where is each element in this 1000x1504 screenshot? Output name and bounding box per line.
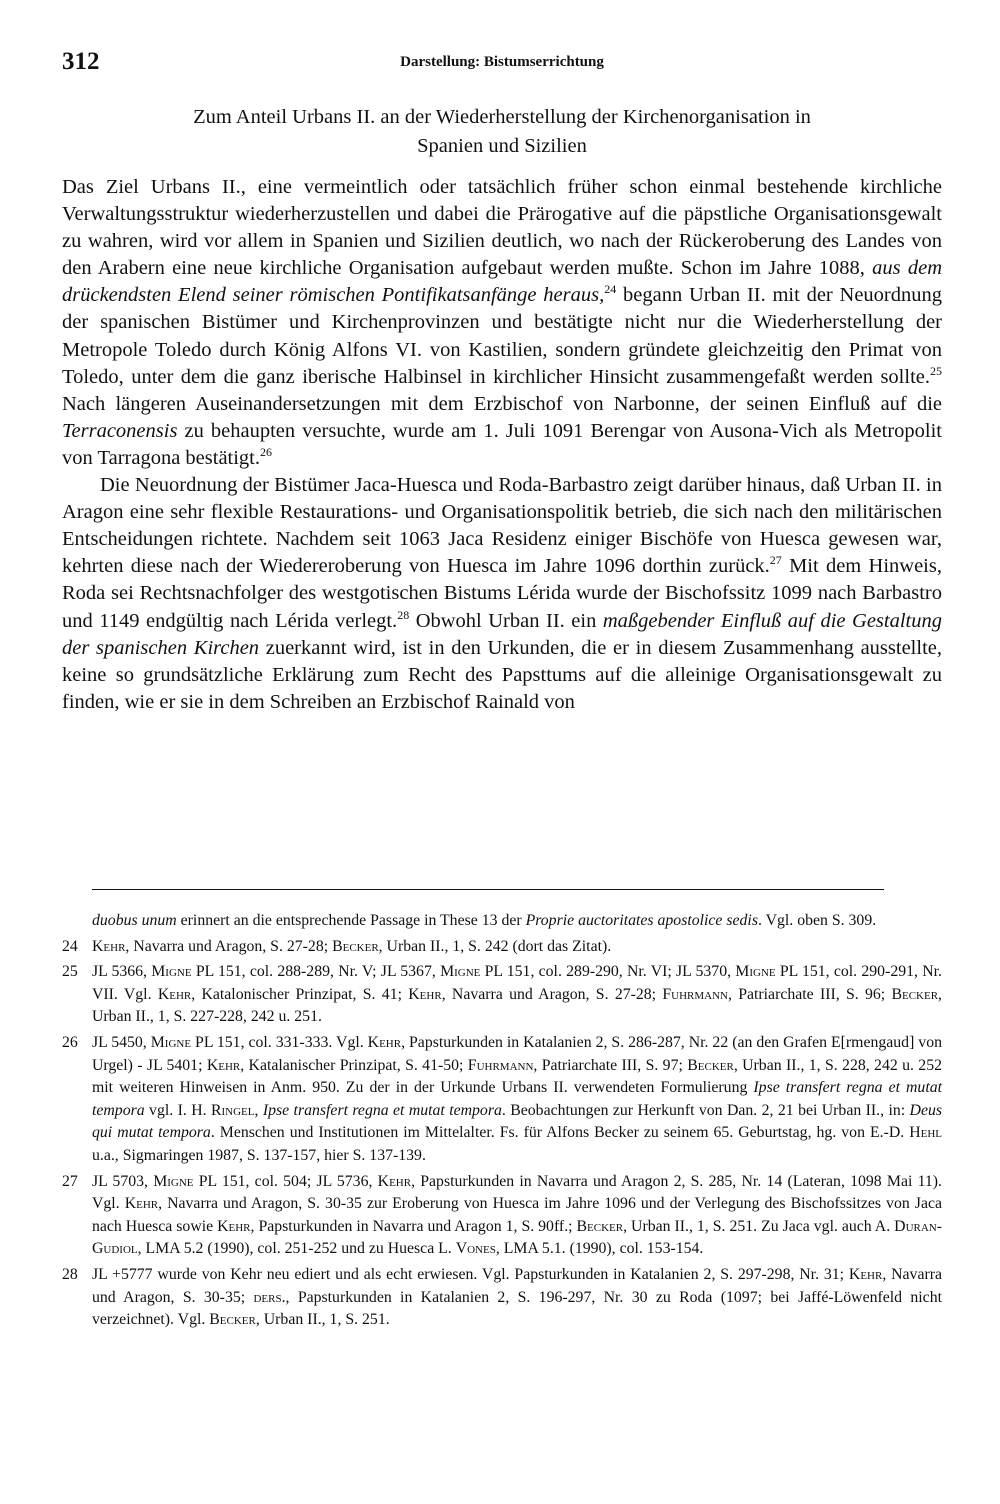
text-run: , Katalanischer Prinzipat, S. 41-50;	[240, 1056, 468, 1074]
footnote-ref-25: 25	[930, 363, 942, 378]
text-run: PL 151, col. 504; JL 5736,	[193, 1172, 378, 1190]
text-run: , Navarra und Aragon, S. 30-35 zur Eroberung von Huesca im Jahre 1096 und der Verlegung des Bischofssitzes von Jaca nach Huesca sowie	[92, 1195, 942, 1235]
text-run: , Papsturkunden in Katalanien 2, S. 196-297, Nr. 30 zu Roda (1097; bei Jaffé-Löwenfeld nicht verzeichnet). Vgl.	[92, 1288, 942, 1329]
page-header	[62, 48, 942, 78]
author-name: Becker	[891, 985, 939, 1003]
text-run: , Navarra und Aragon, S. 27-28;	[125, 937, 333, 955]
text-run: , Navarra und Aragon, S. 27-28;	[441, 985, 663, 1003]
text-run: zuerkannt wird, ist in den Urkunden, die er in diesem Zusammenhang ausstellte, keine so grundsätzliche Erklärung zum Recht des Papsttums auf die alleinige Organisationsgewalt zu finden, wie er sie in dem Schreiben an Erzbischof Rainald von	[62, 636, 942, 713]
text-italic: Proprie auctoritates apostolice sedis	[525, 912, 758, 929]
footnote-number: 24	[62, 937, 78, 955]
text-run: , Urban II., 1, S. 251.	[255, 1311, 390, 1329]
footnote-25	[62, 961, 942, 1029]
author-name: Kehr	[157, 985, 192, 1003]
text-run: . Beobachtungen zur Herkunft von Dan. 2, 21 bei Urban II., in:	[501, 1101, 910, 1119]
footnote-ref-24: 24	[604, 282, 617, 297]
author-name: Migne	[735, 963, 776, 981]
section-title-line-2: Spanien und Sizilien	[417, 135, 587, 157]
footnote-ref-27: 27	[769, 553, 782, 568]
text-run: , LMA 5.1. (1990), col. 153-154.	[495, 1240, 704, 1258]
footnote-number: 27	[62, 1172, 78, 1190]
text-run: , Patriarchate III, S. 97;	[533, 1056, 688, 1074]
page-number: 312	[62, 48, 100, 75]
latin-term: Terraconensis	[62, 419, 178, 442]
author-name: Migne	[440, 963, 481, 981]
author-name: Hehl	[909, 1124, 942, 1142]
footnote-number: 28	[62, 1265, 78, 1283]
text-run: , Urban II., 1, S. 242 (dort das Zitat).	[378, 937, 612, 955]
author-name: Fuhrmann	[662, 985, 728, 1003]
author-name: Kehr	[206, 1056, 241, 1074]
paragraph-1	[62, 174, 942, 472]
text-run: , Navarra und Aragon, S. 30-35;	[92, 1265, 942, 1306]
text-run: ,	[254, 1101, 263, 1119]
footnote-divider	[92, 889, 884, 890]
text-run: Mit dem Hinweis, Roda sei Rechtsnachfolger des westgotischen Bistums Lérida wurde der Bischofssitz 1099 nach Barbastro und 1149 endgültig nach Lérida verlegt.	[62, 555, 942, 632]
author-name: Kehr	[367, 1033, 402, 1051]
text-run: u.a., Sigmaringen 1987, S. 137-157, hier S. 137-139.	[92, 1146, 426, 1164]
footnote-number: 26	[62, 1033, 78, 1051]
author-name: Becker	[576, 1217, 624, 1235]
text-run: . Vgl. oben S. 309.	[757, 912, 877, 929]
running-head: Darstellung: Bistumserrichtung	[400, 54, 604, 70]
text-run: , Papsturkunden in Katalanien 2, S. 286-287, Nr. 22 (an den Grafen E[rmengaud] von Urgel) - JL 5401;	[92, 1033, 943, 1074]
text-run: Obwohl Urban II. ein	[409, 609, 603, 632]
text-run: , Katalonischer Prinzipat, S. 41;	[191, 985, 409, 1003]
text-run: begann Urban II. mit der Neuordnung der spanischen Bistümer und Kirchenprovinzen und bestätigte nicht nur die Wiederherstellung der Metropole Toledo durch König Alfons VI. von Kastilien, sondern gründete gleichzeitig den Primat von Toledo, unter dem die ganz iberische Halbinsel in kirchlicher Hinsicht zusammengefaßt werden sollte.	[62, 284, 943, 388]
text-run: JL +5777 wurde von Kehr neu ediert und als echt erwiesen. Vgl. Papsturkunden in Katalanien 2, S. 297-298, Nr. 31;	[92, 1265, 849, 1283]
text-run: erinnert an die entsprechende Passage in These 13 der	[176, 912, 526, 929]
text-run: , Papsturkunden in Navarra und Aragon 1, S. 90ff.;	[250, 1217, 577, 1235]
text-run: PL 151, col. 331-333. Vgl.	[191, 1033, 368, 1051]
author-name: Kehr	[848, 1265, 883, 1283]
text-run: JL 5450,	[92, 1033, 151, 1051]
text-run: Das Ziel Urbans II., eine vermeintlich oder tatsächlich früher schon einmal bestehende kirchliche Verwaltungsstruktur wiederherzustellen und dabei die Prärogative auf die päpstliche Organisationsgewalt zu wahren, wird vor allem in Spanien und Sizilien deutlich, wo nach der Rückeroberung des Landes von den Arabern eine neue kirchliche Organisation aufgebaut werden mußte. Schon im Jahre 1088,	[62, 176, 942, 280]
footnote-24	[62, 936, 942, 959]
paragraph-2	[62, 472, 942, 716]
author-name: Migne	[153, 1172, 194, 1190]
footnote-27	[62, 1171, 942, 1261]
text-run: JL 5366,	[92, 963, 152, 981]
author-name: Duran-Gudiol	[92, 1217, 942, 1258]
author-name: ders.	[253, 1288, 286, 1306]
quotation: maßgebender Einfluß auf die Gestaltung der spanischen Kirchen	[62, 609, 942, 659]
author-name: Becker	[687, 1056, 734, 1074]
text-run: , Papsturkunden in Navarra und Aragon 2, S. 285, Nr. 14 (Lateran, 1098 Mai 11). Vgl.	[92, 1172, 943, 1213]
footnotes	[62, 910, 942, 1335]
text-run: , Patriarchate III, S. 96;	[727, 985, 892, 1003]
text-italic: Ipse transfert regna et mutat tempora	[92, 1079, 942, 1119]
text-run: zu behaupten versuchte, wurde am 1. Juli 1091 Berengar von Ausona-Vich als Metropolit von Tarragona bestätigt.	[62, 419, 942, 469]
text-run: . Menschen und Institutionen im Mittelalter. Fs. für Alfons Becker zu seinem 65. Geburtstag, hg. von E.-D.	[210, 1124, 910, 1142]
text-run: PL 151, col. 288-289, Nr. V; JL 5367,	[191, 963, 441, 981]
text-italic: Ipse transfert regna et mutat tempora	[262, 1101, 502, 1119]
text-run: , Urban II., 1, S. 228, 242 u. 252 mit weiteren Hinweisen in Anm. 950. Zu der in der Urkunde Urbans II. verwendeten Formulierung	[92, 1056, 942, 1097]
footnote-ref-28: 28	[397, 607, 410, 622]
author-name: Vones	[455, 1240, 496, 1258]
section-title-line-1: Zum Anteil Urbans II. an der Wiederherstellung der Kirchenorganisation in	[193, 106, 811, 128]
body-text	[62, 174, 942, 716]
author-name: Migne	[150, 1033, 192, 1051]
text-run: Nach längeren Auseinandersetzungen mit dem Erzbischof von Narbonne, der seinen Einfluß auf die	[62, 392, 942, 415]
text-run: PL 151, col. 290-291, Nr. VII. Vgl.	[92, 963, 942, 1003]
author-name: Kehr	[124, 1195, 159, 1213]
author-name: Kehr	[408, 985, 442, 1003]
author-name: Kehr	[217, 1217, 251, 1235]
footnote-28	[62, 1264, 942, 1332]
author-name: Fuhrmann	[467, 1056, 534, 1074]
author-name: Kehr	[377, 1172, 412, 1190]
text-run: , LMA 5.2 (1990), col. 251-252 und zu Huesca L.	[137, 1240, 456, 1258]
author-name: Migne	[151, 963, 192, 981]
author-name: Becker	[209, 1311, 256, 1329]
text-run: PL 151, col. 289-290, Nr. VI; JL 5370,	[480, 963, 736, 981]
section-title	[62, 103, 942, 161]
author-name: Becker	[332, 937, 379, 955]
text-run: vgl. I. H.	[144, 1101, 211, 1119]
text-run: JL 5703,	[92, 1172, 154, 1190]
author-name: Ringel	[210, 1101, 255, 1119]
footnote-ref-26: 26	[260, 445, 273, 460]
text-italic: duobus unum	[92, 912, 177, 929]
text-run: , Urban II., 1, S. 227-228, 242 u. 251.	[92, 985, 942, 1026]
footnote-26	[62, 1032, 942, 1168]
footnote-continuation	[62, 910, 942, 933]
author-name: Kehr	[92, 937, 126, 955]
text-run: , Urban II., 1, S. 251. Zu Jaca vgl. auch A.	[623, 1217, 895, 1235]
text-italic: Deus qui mutat tempora	[92, 1101, 942, 1142]
quotation: aus dem drückendsten Elend seiner römischen Pontifikatsanfänge heraus,	[62, 257, 942, 307]
footnote-number: 25	[62, 963, 78, 981]
text-run: Die Neuordnung der Bistümer Jaca-Huesca und Roda-Barbastro zeigt darüber hinaus, daß Urban II. in Aragon eine sehr flexible Restaurations- und Organisationspolitik betrieb, die sich nach den militärischen Entscheidungen richtete. Nachdem seit 1063 Jaca Residenz einiger Bischöfe von Huesca gewesen war, kehrten diese nach der Wiedereroberung von Huesca im Jahre 1096 dorthin zurück.	[62, 474, 942, 578]
